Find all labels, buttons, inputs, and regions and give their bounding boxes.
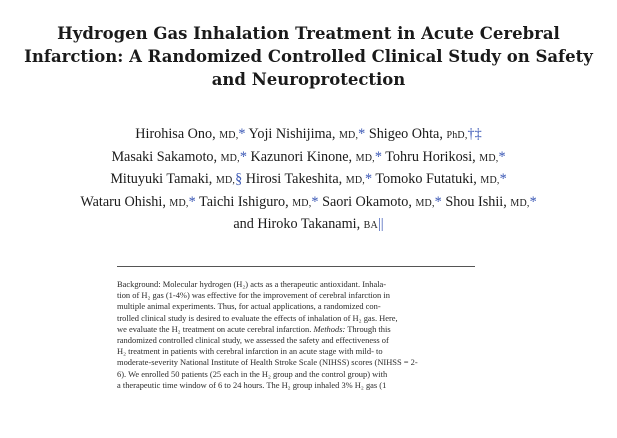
- author-degree: MD,: [169, 197, 189, 209]
- affiliation-mark[interactable]: *: [238, 126, 246, 142]
- author-line: [0, 169, 617, 192]
- affiliation-mark[interactable]: *: [239, 148, 247, 165]
- author-name: Hirosi Takeshita,: [242, 171, 346, 187]
- title-line: and Neuroprotection: [211, 70, 406, 89]
- author-line: [0, 147, 617, 170]
- author-name: Yoji Nishijima,: [245, 126, 339, 142]
- abstract-text: we evaluate the H₂ treatment on acute cerebral infarction.: [117, 323, 314, 334]
- affiliation-mark[interactable]: *: [364, 171, 373, 187]
- paper-title: [0, 22, 617, 91]
- author-name: Mituyuki Tamaki,: [110, 171, 216, 187]
- author-name: Tomoko Futatuki,: [372, 171, 481, 187]
- affiliation-mark[interactable]: §: [235, 171, 243, 187]
- abstract-line: 6). We enrolled 50 patients (25 each in the H₂ group and the control group) with: [117, 368, 388, 379]
- author-degree: MD,: [292, 197, 312, 209]
- title-line: Hydrogen Gas Inhalation Treatment in Acute Cerebral: [57, 24, 560, 43]
- author-degree: MD,: [355, 152, 375, 164]
- abstract: [117, 279, 497, 391]
- author-name: Kazunori Kinone,: [246, 148, 356, 165]
- author-line: [0, 214, 617, 237]
- affiliation-mark[interactable]: *: [498, 148, 506, 165]
- author-degree: MD,: [219, 130, 239, 141]
- author-line: [0, 192, 617, 215]
- author-name: Saori Okamoto,: [318, 193, 416, 210]
- author-degree: PhD,: [446, 130, 468, 141]
- author-line: [0, 124, 617, 147]
- author-degree: MD,: [338, 130, 359, 141]
- affiliation-mark[interactable]: *: [499, 171, 507, 187]
- author-name: Tohru Horikosi,: [381, 148, 480, 165]
- author-name: Wataru Ohishi,: [80, 193, 170, 210]
- abstract-line: [117, 324, 497, 335]
- author-degree: MD,: [480, 175, 500, 186]
- author-name: and Hiroko Takanami,: [233, 216, 364, 232]
- affiliation-mark[interactable]: *: [374, 148, 382, 165]
- section-label-methods: Methods:: [313, 323, 346, 334]
- abstract-text: Through this: [345, 323, 391, 334]
- author-name: Masaki Sakamoto,: [111, 148, 221, 165]
- affiliation-mark[interactable]: *: [529, 193, 537, 210]
- author-name: Hirohisa Ono,: [135, 126, 220, 142]
- abstract-line: multiple animal experiments. Thus, for actual applications, a randomized con-: [117, 301, 381, 312]
- abstract-line: tion of H₂ gas (1-4%) was effective for the improvement of cerebral infarction in: [117, 290, 390, 301]
- author-degree: MD,: [479, 152, 499, 164]
- abstract-line: trolled clinical study is desired to evaluate the effects of inhalation of H₂ gas. Here,: [117, 312, 398, 323]
- author-degree: MD,: [215, 175, 236, 186]
- author-degree: MD,: [510, 197, 530, 209]
- affiliation-mark[interactable]: †‡: [467, 126, 482, 142]
- author-name: Shou Ishii,: [441, 193, 511, 210]
- abstract-divider: [117, 266, 475, 267]
- affiliation-mark[interactable]: ||: [377, 216, 384, 232]
- abstract-line: a therapeutic time window of 6 to 24 hours. The H₂ group inhaled 3% H₂ gas (1: [117, 379, 387, 390]
- affiliation-mark[interactable]: *: [311, 193, 319, 210]
- author-name: Taichi Ishiguro,: [195, 193, 293, 210]
- affiliation-mark[interactable]: *: [358, 126, 366, 142]
- author-degree: MD,: [220, 152, 240, 164]
- author-list: [0, 124, 617, 237]
- affiliation-mark[interactable]: *: [188, 193, 196, 210]
- author-degree: MD,: [345, 175, 365, 186]
- abstract-line: Background: Molecular hydrogen (H₂) acts as a therapeutic antioxidant. Inhala-: [117, 279, 387, 289]
- author-degree: BA: [363, 220, 378, 231]
- abstract-line: randomized controlled clinical study, we assessed the safety and effectiveness of: [117, 335, 389, 346]
- abstract-line: H₂ treatment in patients with cerebral infarction in an acute stage with mild- to: [117, 346, 383, 357]
- author-name: Shigeo Ohta,: [365, 126, 447, 142]
- affiliation-mark[interactable]: *: [434, 193, 442, 210]
- title-line: Infarction: A Randomized Controlled Clinical Study on Safety: [24, 47, 593, 66]
- author-degree: MD,: [415, 197, 435, 209]
- abstract-line: moderate-severity National Institute of Health Stroke Scale (NIHSS) scores (NIHSS = 2-: [117, 357, 418, 368]
